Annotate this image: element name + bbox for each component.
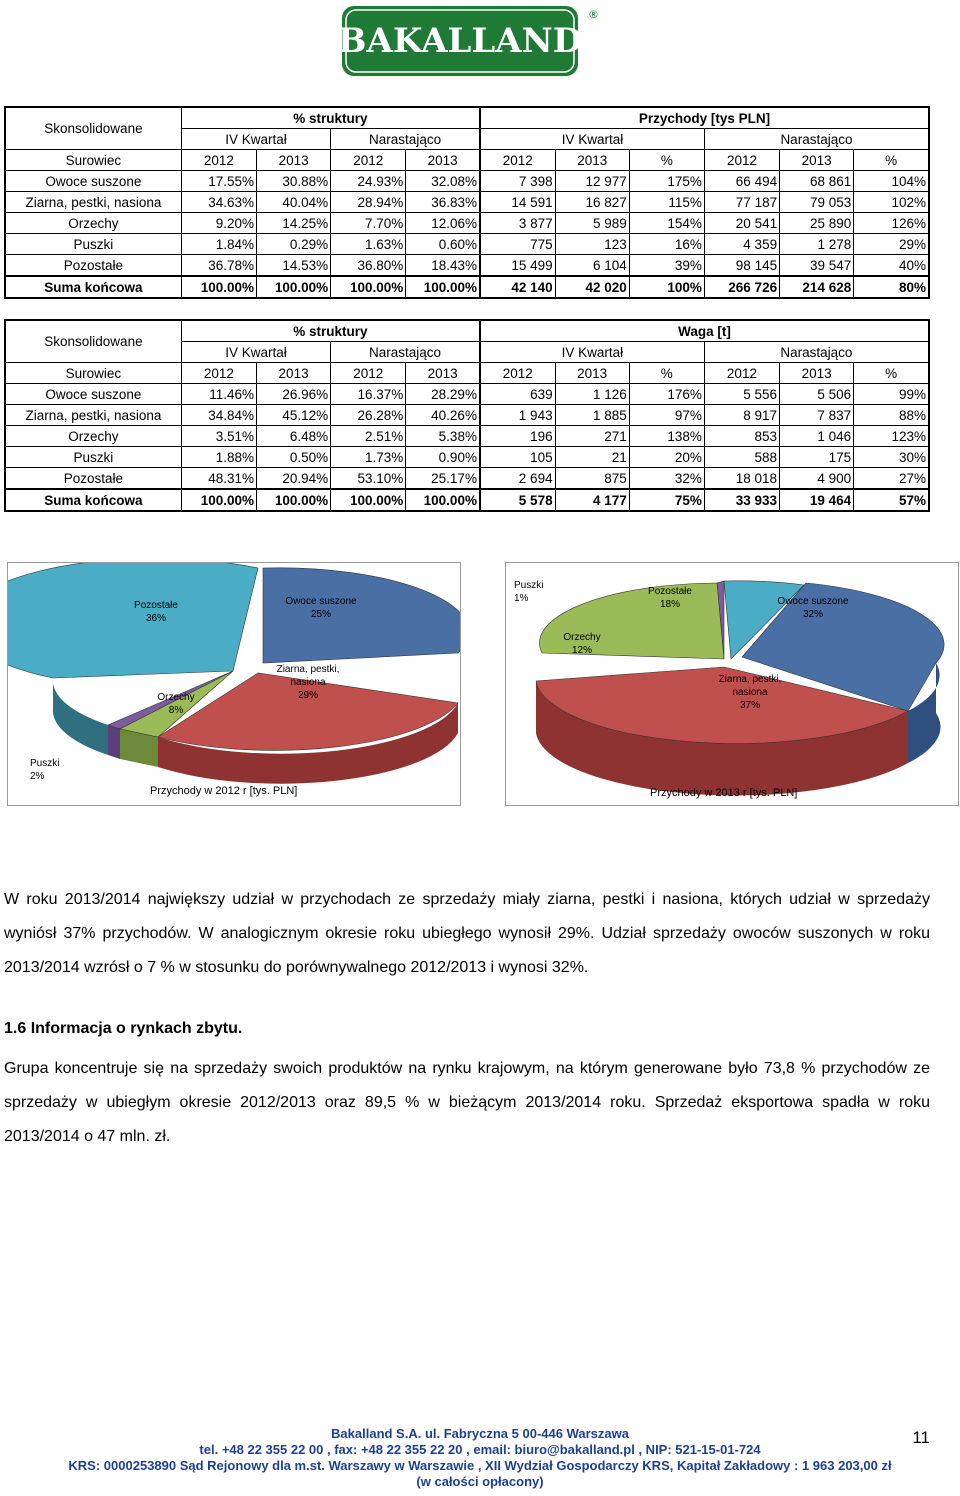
table-cell: 1 278 [780, 234, 854, 255]
subheader: IV Kwartał [480, 129, 704, 150]
table-cell: 34.63% [181, 192, 256, 213]
table-row [5, 405, 929, 426]
table-cell: 639 [480, 384, 555, 405]
table-cell: 100.00% [181, 489, 256, 511]
table-cell: 5 506 [780, 384, 854, 405]
table-cell: 2012 [480, 363, 555, 384]
table-row [5, 468, 929, 490]
row-label: Owoce suszone [5, 171, 181, 192]
table-cell: 0.90% [406, 447, 480, 468]
chart-title: Przychody w 2012 r [tys. PLN] [150, 785, 298, 797]
table-cell: 102% [854, 192, 929, 213]
table-cell: 99% [854, 384, 929, 405]
table-cell: 2013 [257, 150, 331, 171]
table-cell: 2012 [480, 150, 555, 171]
footer-address: Bakalland S.A. ul. Fabryczna 5 00-446 Warszawa [331, 1426, 629, 1441]
group-header-structure: % struktury [181, 107, 480, 129]
pie-label-puszki: Puszki 1% [514, 580, 544, 604]
table-cell: 2013 [780, 363, 854, 384]
table-cell: 30.88% [257, 171, 331, 192]
bakalland-logo [342, 4, 604, 78]
table-cell: 26.28% [331, 405, 406, 426]
row-label: Suma końcowa [5, 276, 181, 298]
table-cell: 19 464 [780, 489, 854, 511]
table-cell: 20.94% [257, 468, 331, 490]
chart-title: Przychody w 2013 r [tys. PLN] [650, 787, 798, 799]
table-body [5, 150, 929, 299]
pie-slice-side-pozostale [53, 678, 108, 755]
row-label: Orzechy [5, 426, 181, 447]
table-cell: 175% [629, 171, 704, 192]
table-cell: 175 [780, 447, 854, 468]
table-cell: 77 187 [704, 192, 779, 213]
footer-contact: tel. +48 22 355 22 00 , fax: +48 22 355 22 20 , email: biuro@bakalland.pl , NIP: 521-15-01-724 [199, 1442, 761, 1457]
table-cell: 2012 [331, 150, 406, 171]
group-header-revenue: Przychody [tys PLN] [480, 107, 929, 129]
table-cell: 40.26% [406, 405, 480, 426]
table-cell: % [629, 150, 704, 171]
page-number: 11 [912, 1428, 930, 1447]
pie-label-puszki: Puszki 2% [30, 758, 60, 782]
table-cell: 0.50% [257, 447, 331, 468]
row-label: Ziarna, pestki, nasiona [5, 192, 181, 213]
subheader: Narastająco [704, 129, 929, 150]
table-cell: 36.80% [331, 255, 406, 277]
group-header-weight: Waga [t] [480, 320, 929, 342]
table-cell: 5.38% [406, 426, 480, 447]
table-cell: 32.08% [406, 171, 480, 192]
revenue-table [4, 106, 930, 299]
table-cell: 7.70% [331, 213, 406, 234]
table-cell: 5 556 [704, 384, 779, 405]
table-cell: 100.00% [406, 276, 480, 298]
pie-label-owoce: Owoce suszone 32% [777, 596, 849, 620]
table-cell: 80% [854, 276, 929, 298]
table-cell: 775 [480, 234, 555, 255]
table-cell: 1 943 [480, 405, 555, 426]
table-cell: 100.00% [331, 489, 406, 511]
table-cell: 16 827 [555, 192, 629, 213]
subheader: Narastająco [331, 129, 480, 150]
table-cell: 1.84% [181, 234, 256, 255]
table-row [5, 192, 929, 213]
pie-label-ziarna: Ziarna, pestki, nasiona 29% [276, 664, 340, 701]
table-row [5, 363, 929, 384]
footer-capital: (w całości opłacony) [416, 1474, 544, 1489]
table-cell: 36.78% [181, 255, 256, 277]
table-cell: 123% [854, 426, 929, 447]
table-cell: 20% [629, 447, 704, 468]
table-cell: 115% [629, 192, 704, 213]
table-cell: 32% [629, 468, 704, 490]
footer-krs: KRS: 0000253890 Sąd Rejonowy dla m.st. Warszawy w Warszawie , XII Wydział Gospodarczy KRS, Kapitał Zakładowy : 1 963 203,00 zł [68, 1458, 892, 1473]
table-cell: 17.55% [181, 171, 256, 192]
table-cell: % [854, 363, 929, 384]
table-cell: 8 917 [704, 405, 779, 426]
table-cell: 18.43% [406, 255, 480, 277]
table-cell: 123 [555, 234, 629, 255]
table-cell: 271 [555, 426, 629, 447]
table-cell: 39% [629, 255, 704, 277]
table-cell: 48.31% [181, 468, 256, 490]
table-cell: 14.53% [257, 255, 331, 277]
table-cell: 588 [704, 447, 779, 468]
table-cell: 2012 [331, 363, 406, 384]
table-cell: 2013 [555, 363, 629, 384]
table-cell: 0.60% [406, 234, 480, 255]
table-cell: 42 140 [480, 276, 555, 298]
row-label: Suma końcowa [5, 489, 181, 511]
table-cell: 2013 [257, 363, 331, 384]
table-cell: 14 591 [480, 192, 555, 213]
table-cell: 2012 [704, 363, 779, 384]
table-cell: 1.63% [331, 234, 406, 255]
table-cell: 40.04% [257, 192, 331, 213]
table-cell: 6.48% [257, 426, 331, 447]
paragraph-2: Grupa koncentruje się na sprzedaży swoich produktów na rynku krajowym, na którym generowane było 73,8 % przychodów ze sprzedaży w ubiegłym okresie 2012/2013 oraz 89,5 % w bieżącym 2013/2014 roku. Sprzedaż eksportowa spadła w roku 2013/2014 o 47 mln. zł. [4, 1060, 930, 1145]
table-cell: 3.51% [181, 426, 256, 447]
table-cell: 2012 [181, 150, 256, 171]
row-label: Surowiec [5, 150, 181, 171]
table-cell: 21 [555, 447, 629, 468]
table-cell: 26.96% [257, 384, 331, 405]
table-cell: 2013 [406, 150, 480, 171]
table-row [5, 384, 929, 405]
table-cell: 16% [629, 234, 704, 255]
row-label: Orzechy [5, 213, 181, 234]
table-cell: 79 053 [780, 192, 854, 213]
table-cell: 214 628 [780, 276, 854, 298]
table-cell: 24.93% [331, 171, 406, 192]
table-cell: 2.51% [331, 426, 406, 447]
table-cell: 176% [629, 384, 704, 405]
table-cell: 1 885 [555, 405, 629, 426]
table-row [5, 150, 929, 171]
table-cell: 66 494 [704, 171, 779, 192]
table-cell: 2013 [406, 363, 480, 384]
table-cell: 20 541 [704, 213, 779, 234]
table-cell: 1 126 [555, 384, 629, 405]
table-cell: 15 499 [480, 255, 555, 277]
subheader: IV Kwartał [181, 129, 330, 150]
table-cell: 75% [629, 489, 704, 511]
table-cell: 18 018 [704, 468, 779, 490]
table-cell: 105 [480, 447, 555, 468]
row-label: Puszki [5, 234, 181, 255]
table-cell: 45.12% [257, 405, 331, 426]
pie-chart-2012 [7, 562, 461, 806]
pie-slice-side-puszki [108, 725, 120, 759]
table-cell: 28.29% [406, 384, 480, 405]
table-cell: 104% [854, 171, 929, 192]
pie-label-orzechy: Orzechy 12% [563, 632, 601, 656]
table-cell: 16.37% [331, 384, 406, 405]
table-cell: % [854, 150, 929, 171]
table-row [5, 276, 929, 298]
table-cell: 5 578 [480, 489, 555, 511]
table-cell: % [629, 363, 704, 384]
row-label: Ziarna, pestki, nasiona [5, 405, 181, 426]
table-row [5, 234, 929, 255]
table-cell: 11.46% [181, 384, 256, 405]
svg-text:BAKALLAND: BAKALLAND [342, 21, 583, 61]
table-row [5, 171, 929, 192]
table-cell: 5 989 [555, 213, 629, 234]
table-cell: 7 398 [480, 171, 555, 192]
pie-label-pozostale: Pozostałe 18% [648, 586, 692, 610]
table-cell: 98 145 [704, 255, 779, 277]
table-cell: 4 177 [555, 489, 629, 511]
table-cell: 9.20% [181, 213, 256, 234]
table-cell: 4 900 [780, 468, 854, 490]
pie-chart-2013 [505, 562, 959, 806]
svg-text:®: ® [588, 8, 599, 21]
table-cell: 100.00% [257, 276, 331, 298]
table-cell: 14.25% [257, 213, 331, 234]
table-row [5, 426, 929, 447]
table-cell: 100.00% [331, 276, 406, 298]
table-cell: 7 837 [780, 405, 854, 426]
table-cell: 100.00% [406, 489, 480, 511]
weight-table [4, 319, 930, 512]
subheader: Narastająco [704, 342, 929, 363]
pie-label-ziarna: Ziarna, pestki, nasiona 37% [718, 674, 782, 711]
table-body [5, 363, 929, 512]
table-cell: 100.00% [181, 276, 256, 298]
table-cell: 25 890 [780, 213, 854, 234]
table-cell: 39 547 [780, 255, 854, 277]
group-header-structure: % struktury [181, 320, 480, 342]
table-cell: 25.17% [406, 468, 480, 490]
row-label: Owoce suszone [5, 384, 181, 405]
table-cell: 88% [854, 405, 929, 426]
table-row [5, 255, 929, 277]
table-cell: 196 [480, 426, 555, 447]
table-cell: 28.94% [331, 192, 406, 213]
pie-label-owoce: Owoce suszone 25% [285, 596, 357, 620]
table-cell: 42 020 [555, 276, 629, 298]
table-cell: 68 861 [780, 171, 854, 192]
table-cell: 2012 [181, 363, 256, 384]
table-cell: 138% [629, 426, 704, 447]
table-cell: 853 [704, 426, 779, 447]
table-corner: Skonsolidowane [5, 320, 181, 363]
table-row [5, 489, 929, 511]
table-corner: Skonsolidowane [5, 107, 181, 150]
table-cell: 12.06% [406, 213, 480, 234]
table-cell: 27% [854, 468, 929, 490]
paragraph-1: W roku 2013/2014 największy udział w przychodach ze sprzedaży miały ziarna, pestki i nasiona, których udział w sprzedaży wyniósł 37% przychodów. W analogicznym okresie roku ubiegłego wynosił 29%. Udział sprzedaży owoców suszonych w roku 2013/2014 wzrósł o 7 % w stosunku do porównywalnego 2012/2013 i wynosi 32%. [4, 891, 930, 976]
table-cell: 1 046 [780, 426, 854, 447]
table-cell: 12 977 [555, 171, 629, 192]
subheader: IV Kwartał [181, 342, 330, 363]
table-cell: 2 694 [480, 468, 555, 490]
table-cell: 0.29% [257, 234, 331, 255]
table-cell: 3 877 [480, 213, 555, 234]
table-cell: 266 726 [704, 276, 779, 298]
table-cell: 875 [555, 468, 629, 490]
subheader: Narastająco [331, 342, 480, 363]
table-cell: 33 933 [704, 489, 779, 511]
table-cell: 97% [629, 405, 704, 426]
row-label: Pozostałe [5, 468, 181, 490]
table-cell: 100.00% [257, 489, 331, 511]
table-cell: 100% [629, 276, 704, 298]
table-cell: 53.10% [331, 468, 406, 490]
table-cell: 57% [854, 489, 929, 511]
table-cell: 34.84% [181, 405, 256, 426]
table-cell: 30% [854, 447, 929, 468]
row-label: Surowiec [5, 363, 181, 384]
subheader: IV Kwartał [480, 342, 704, 363]
table-cell: 154% [629, 213, 704, 234]
table-cell: 29% [854, 234, 929, 255]
row-label: Pozostałe [5, 255, 181, 277]
table-cell: 4 359 [704, 234, 779, 255]
table-row [5, 447, 929, 468]
pie-label-orzechy: Orzechy 8% [157, 692, 195, 716]
table-cell: 2013 [555, 150, 629, 171]
table-cell: 126% [854, 213, 929, 234]
table-cell: 36.83% [406, 192, 480, 213]
table-cell: 1.73% [331, 447, 406, 468]
table-cell: 1.88% [181, 447, 256, 468]
table-cell: 2013 [780, 150, 854, 171]
table-cell: 6 104 [555, 255, 629, 277]
section-heading: 1.6 Informacja o rynkach zbytu. [4, 1020, 243, 1037]
table-row [5, 213, 929, 234]
table-cell: 40% [854, 255, 929, 277]
row-label: Puszki [5, 447, 181, 468]
pie-label-pozostale: Pozostałe 36% [134, 600, 178, 624]
table-cell: 2012 [704, 150, 779, 171]
